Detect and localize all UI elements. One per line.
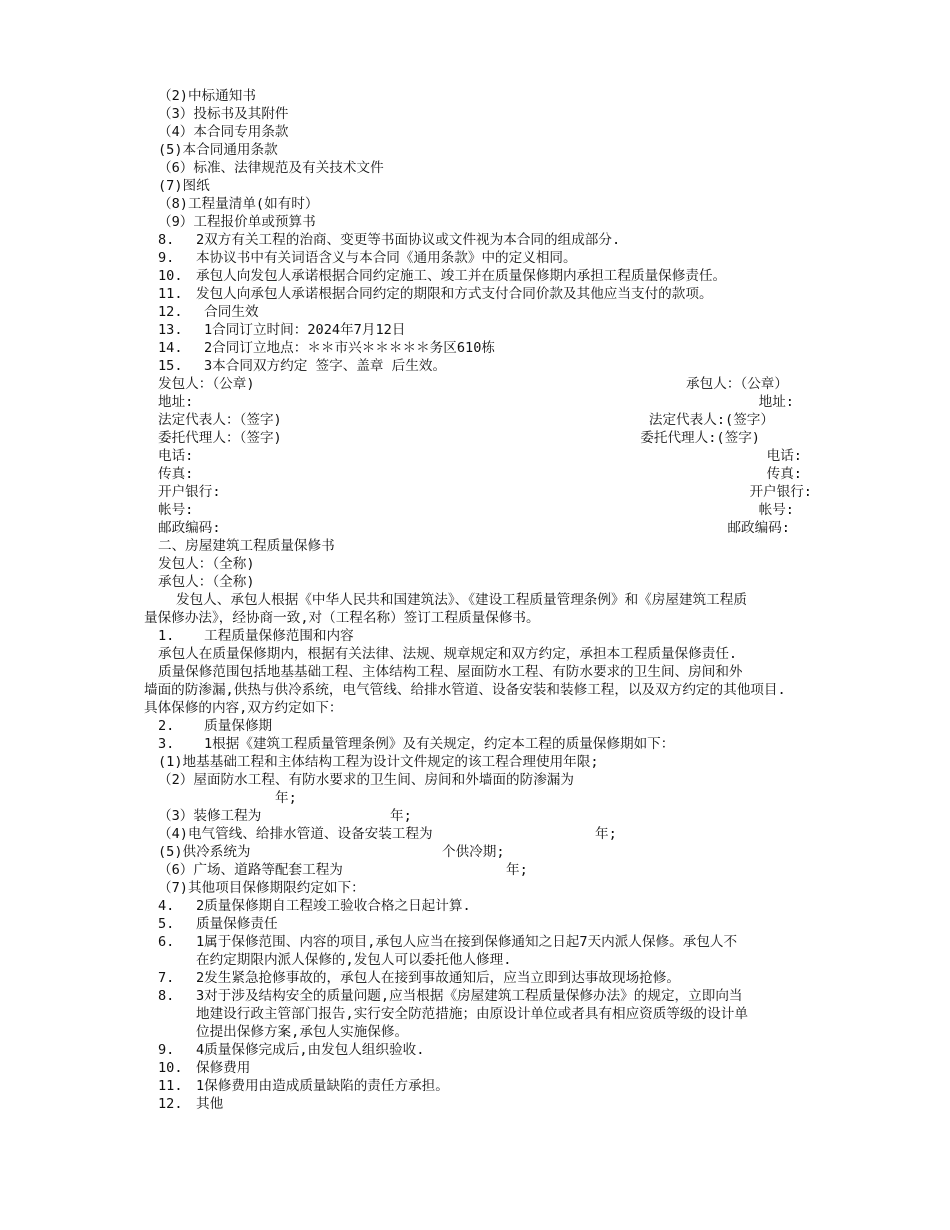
item-number: 10. (158, 1060, 183, 1076)
item-text: 发包人向承包人承诺根据合同约定的期限和方式支付合同价款及其他应当支付的款项。 (196, 286, 713, 302)
period-unit: 年; (595, 826, 617, 842)
item-number: 7. (158, 970, 175, 986)
item-text: 合同生效 (196, 304, 259, 320)
sign-right: 法定代表人:(签字） (648, 412, 774, 428)
item-number: 9. (158, 250, 175, 266)
paragraph: 质量保修范围包括地基基础工程、主体结构工程、屋面防水工程、有防水要求的卫生间、房间和外 (158, 664, 743, 680)
intro-paragraph: 量保修办法》，经协商一致,对（工程名称）签订工程质量保修书。 (144, 610, 540, 626)
sign-left: 发包人：（公章) (158, 376, 255, 392)
paragraph: 具体保修的内容,双方约定如下： (144, 700, 343, 716)
item-text: 工程质量保修范围和内容 (196, 628, 354, 644)
item-number: 4. (158, 898, 175, 914)
sign-right: 开户银行: (749, 484, 812, 500)
item-text: 1根据《建筑工程质量管理条例》及有关规定，约定本工程的质量保修期如下： (204, 736, 675, 752)
party-b: 承包人：（全称) (158, 574, 255, 590)
item-text: 2双方有关工程的治商、变更等书面协议或文件视为本合同的组成部分. (196, 232, 621, 248)
item-text: 4质量保修完成后,由发包人组织验收. (196, 1042, 425, 1058)
item-text-continuation: 在约定期限内派人保修的,发包人可以委托他人修理. (196, 952, 512, 968)
item-number: 6. (158, 934, 175, 950)
item-text: 1合同订立时间：2024年7月12日 (204, 322, 406, 338)
item-text: 2发生紧急抢修事故的，承包人在接到事故通知后，应当立即到达事故现场抢修。 (196, 970, 680, 986)
list-line: （2)中标通知书 (158, 88, 256, 104)
party-a: 发包人：（全称) (158, 556, 255, 572)
item-number: 14. (158, 340, 183, 356)
item-text: 3本合同双方约定 签字、盖章 后生效。 (204, 358, 447, 374)
item-number: 8. (158, 232, 175, 248)
list-line: （6）标准、法律规范及有关技术文件 (158, 160, 384, 176)
paragraph: 墙面的防渗漏,供热与供冷系统，电气管线、给排水管道、设备安装和装修工程，以及双方约定的其他项目. (144, 682, 786, 698)
list-line: （3）投标书及其附件 (158, 106, 289, 122)
item-number: 12. (158, 304, 183, 320)
sign-right: 承包人：（公章） (686, 376, 788, 392)
item-text-continuation: 位提出保修方案,承包人实施保修。 (196, 1024, 409, 1040)
item-number: 1. (158, 628, 175, 644)
period-unit: 年; (506, 862, 528, 878)
period-line: （2）屋面防水工程、有防水要求的卫生间、房间和外墙面的防渗漏为 (158, 772, 574, 788)
sign-left: 电话: (158, 448, 194, 464)
sign-left: 法定代表人：（签字) (158, 412, 282, 428)
sign-right: 地址: (758, 394, 794, 410)
item-number: 3. (158, 736, 175, 752)
period-line: （6）广场、道路等配套工程为 (158, 862, 343, 878)
item-text: 1保修费用由造成质量缺陷的责任方承担。 (196, 1078, 449, 1094)
sign-right: 帐号: (758, 502, 794, 518)
period-line: (5)供冷系统为 (158, 844, 251, 860)
item-text: 质量保修责任 (196, 916, 278, 932)
item-text: 承包人向发包人承诺根据合同约定施工、竣工并在质量保修期内承担工程质量保修责任。 (196, 268, 727, 284)
sign-left: 帐号: (158, 502, 194, 518)
period-unit: 个供冷期; (442, 844, 505, 860)
item-text: 3对于涉及结构安全的质量问题,应当根据《房屋建筑工程质量保修办法》的规定，立即向当 (196, 988, 743, 1004)
sign-right: 传真: (766, 466, 802, 482)
item-number: 2. (158, 718, 175, 734)
sign-right: 邮政编码: (727, 520, 790, 536)
intro-paragraph: 发包人、承包人根据《中华人民共和国建筑法》、《建设工程质量管理条例》和《房屋建筑工程质 (176, 592, 747, 608)
item-number: 13. (158, 322, 183, 338)
item-text: 保修费用 (196, 1060, 251, 1076)
paragraph: 承包人在质量保修期内，根据有关法律、法规、规章规定和双方约定，承担本工程质量保修责任. (158, 646, 738, 662)
item-text: 质量保修期 (196, 718, 273, 734)
item-text: 1属于保修范围、内容的项目,承包人应当在接到保修通知之日起7天内派人保修。承包人不 (196, 934, 738, 950)
period-unit: 年; (275, 790, 297, 806)
list-line: (5)本合同通用条款 (158, 142, 278, 158)
period-line: （7)其他项目保修期限约定如下： (158, 880, 365, 896)
sign-left: 委托代理人：（签字) (158, 430, 282, 446)
sign-right: 委托代理人:(签字) (640, 430, 760, 446)
item-number: 15. (158, 358, 183, 374)
item-text: 其他 (196, 1096, 224, 1112)
item-text: 2合同订立地点：＊＊市兴＊＊＊＊＊务区610栋 (204, 340, 496, 356)
item-number: 5. (158, 916, 175, 932)
sign-right: 电话: (766, 448, 802, 464)
sign-left: 地址: (158, 394, 194, 410)
sign-left: 传真: (158, 466, 194, 482)
period-unit: 年; (390, 808, 412, 824)
item-number: 11. (158, 1078, 183, 1094)
list-line: （4）本合同专用条款 (158, 124, 289, 140)
item-number: 9. (158, 1042, 175, 1058)
section-title: 二、房屋建筑工程质量保修书 (158, 538, 335, 554)
sign-left: 开户银行: (158, 484, 221, 500)
item-text: 本协议书中有关词语含义与本合同《通用条款》中的定义相同。 (196, 250, 577, 266)
item-number: 12. (158, 1096, 183, 1112)
item-text-continuation: 地建设行政主管部门报告,实行安全防范措施；由原设计单位或者具有相应资质等级的设计单 (196, 1006, 748, 1022)
list-line: （9）工程报价单或预算书 (158, 214, 316, 230)
item-number: 10. (158, 268, 183, 284)
period-line: （3）装修工程为 (158, 808, 262, 824)
list-line: （8)工程量清单(如有时） (158, 196, 319, 212)
item-number: 8. (158, 988, 175, 1004)
sign-left: 邮政编码: (158, 520, 221, 536)
item-number: 11. (158, 286, 183, 302)
period-line: （4)电气管线、给排水管道、设备安装工程为 (158, 826, 433, 842)
list-line: (7)图纸 (158, 178, 210, 194)
item-text: 2质量保修期自工程竣工验收合格之日起计算. (196, 898, 471, 914)
period-line: (1)地基基础工程和主体结构工程为设计文件规定的该工程合理使用年限; (158, 754, 599, 770)
